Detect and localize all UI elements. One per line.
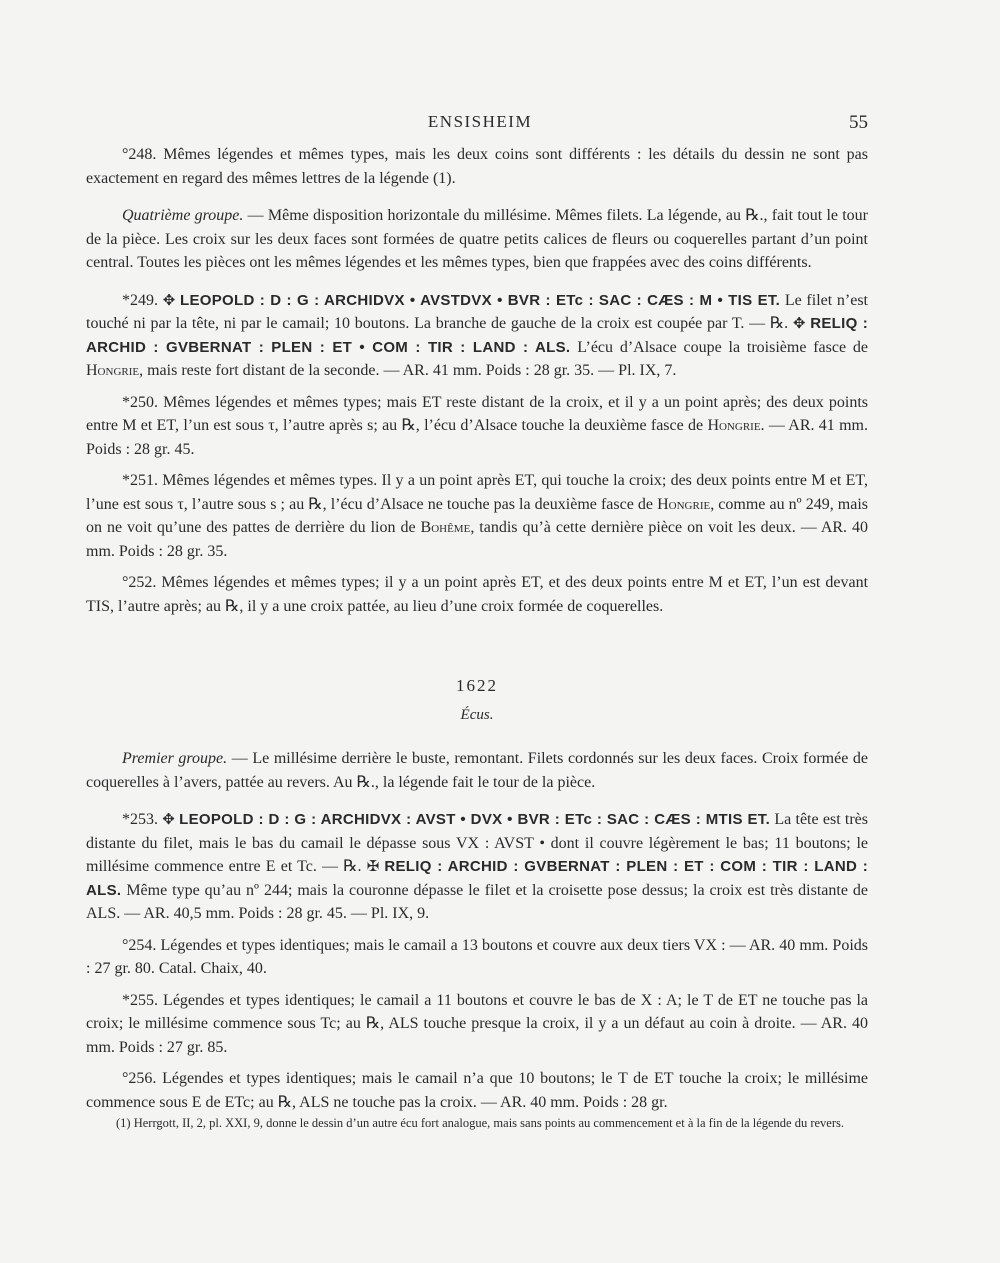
entry-number: *251. — [122, 472, 158, 489]
entry-number: *249. — [122, 291, 158, 309]
entry-number: *255. — [122, 991, 158, 1009]
text-body — [86, 143, 868, 1122]
entry-number: °248. — [122, 146, 157, 163]
entry-number: *253. — [122, 811, 158, 828]
entry-number: °252. — [122, 574, 157, 591]
entry-255: *255. Légendes et types identiques; le camail a 11 boutons et couvre le bas de X : A; le T de ET ne touche pas la croix; le millésime commence sous Tc; au ℞, ALS touche presque la croix, il y a un défaut au coin à droite. — AR. 40 mm. Poids : 27 gr. 85. — [86, 991, 869, 1056]
cross-icon: ✥ — [792, 314, 806, 332]
cross-icon: ✥ — [162, 810, 175, 828]
reverse-legend: RELIQ : ARCHID : GVBERNAT : PLEN : ET • COM : TIR : LAND : ALS. — [86, 315, 869, 356]
entry-number: °254. — [122, 936, 157, 954]
entry-250: *250. Mêmes légendes et mêmes types; mais ET reste distant de la croix, et il y a un point après; des deux points entre M et ET, l’un est sous τ, l’autre après s; au ℞, l’écu d’Alsace touche la deuxième fasce de Hongrie. — AR. 41 mm. Poids : 28 gr. 45. — [86, 393, 869, 458]
entry-253: *253. ✥ LEOPOLD : D : G : ARCHIDVX : AVST • DVX • BVR : ETc : SAC : CÆS : MTIS ET. La tête est très distante du filet, mais le bas du camail le dépasse sous VX : AVST • dont il couvre légèrement le bas; 11 boutons; le millésime commence entre E et Tc. — ℞. ✠ RELIQ : ARCHID : GVBERNAT : PLEN : ET : COM : TIR : LAND : ALS. Même type qu’au nº 244; mais la couronne dépasse le filet et la croisette pose dessus; la croix est très distante de ALS. — AR. 40,5 mm. Poids : 28 gr. 45. — Pl. IX, 9. — [86, 810, 869, 922]
running-title: ENSISHEIM — [427, 112, 533, 131]
section-year: 1622 — [456, 676, 498, 695]
group-1-intro: Premier groupe. — Le millésime derrière le buste, remontant. Filets cordonnés sur les deux faces. Croix formée de coquerelles à l’avers, pattée au revers. Au ℞., la légende fait le tour de la pièce. — [86, 750, 869, 791]
obverse-legend: LEOPOLD : D : G : ARCHIDVX • AVSTDVX • BVR : ETc : SAC : CÆS : M • TIS ET. — [179, 291, 781, 309]
group-4-intro: Quatrième groupe. — Même disposition horizontale du millésime. Mêmes filets. La légende, au ℞., fait tout le tour de la pièce. Les croix sur les deux faces sont formées de quatre petits calices de fleurs ou coquerelles partant d’un point central. Toutes les pièces ont les mêmes légendes et les mêmes types, bien que frappées avec des coins différents. — [86, 207, 869, 271]
entry-248: °248. Mêmes légendes et mêmes types, mais les deux coins sont différents : les détails du dessin ne sont pas exactement en regard des mêmes lettres de la légende (1). — [86, 146, 869, 187]
section-subtitle: Écus. — [460, 706, 494, 723]
page-number: 55 — [849, 112, 868, 133]
entry-number: °256. — [122, 1070, 157, 1087]
entry-254: °254. Légendes et types identiques; mais le camail a 13 boutons et couvre aux deux tiers VX : — AR. 40 mm. Poids : 27 gr. 80. Catal. Chaix, 40. — [86, 936, 868, 977]
entry-251: *251. Mêmes légendes et mêmes types. Il y a un point après ET, qui touche la croix; des deux points entre M et ET, l’une est sous τ, l’autre sous s ; au ℞, l’écu d’Alsace ne touche pas la deuxième fasce de Hongrie, comme au nº 249, mais on ne voit qu’une des pattes de derrière du lion de Bohême, tandis qu’à cette dernière pièce on voit les deux. — AR. 40 mm. Poids : 28 gr. 35. — [86, 472, 869, 560]
entry-252: °252. Mêmes légendes et mêmes types; il y a un point après ET, et des deux points entre M et ET, l’un est devant TIS, l’autre après; au ℞, il y a une croix pattée, au lieu d’une croix formée de coquerelles. — [86, 574, 869, 615]
entry-256: °256. Légendes et types identiques; mais le camail n’a que 10 boutons; le T de ET touche la croix; le millésime commence sous E de ETc; au ℞, ALS ne touche pas la croix. — AR. 40 mm. Poids : 28 gr. — [86, 1070, 869, 1111]
group-label: Premier groupe. — [122, 750, 228, 767]
entry-249: *249. ✥ LEOPOLD : D : G : ARCHIDVX • AVSTDVX • BVR : ETc : SAC : CÆS : M • TIS ET. Le filet n’est touché ni par la tête, ni par le camail; 10 boutons. La branche de gauche de la croix est coupée par T. — ℞. ✥ RELIQ : ARCHID : GVBERNAT : PLEN : ET • COM : TIR : LAND : ALS. L’écu d’Alsace coupe la troisième fasce de Hongrie, mais reste fort distant de la seconde. — AR. 41 mm. Poids : 28 gr. 35. — Pl. IX, 7. — [86, 290, 869, 379]
obverse-legend: LEOPOLD : D : G : ARCHIDVX : AVST • DVX • BVR : ETc : SAC : CÆS : MTIS ET. — [179, 811, 771, 828]
cross-icon: ✥ — [162, 290, 176, 309]
footnote: (1) Herrgott, II, 2, pl. XXI, 9, donne le dessin d’un autre écu fort analogue, mais sans points au commencement et à la fin de la légende du revers. — [116, 1116, 845, 1130]
entry-number: *250. — [122, 393, 158, 411]
cross-pattee-icon: ✠ — [366, 857, 380, 875]
running-head — [0, 112, 1000, 136]
group-label: Quatrième groupe. — [122, 207, 244, 224]
reverse-legend: RELIQ : ARCHID : GVBERNAT : PLEN : ET : COM : TIR : LAND : ALS. — [86, 858, 868, 899]
